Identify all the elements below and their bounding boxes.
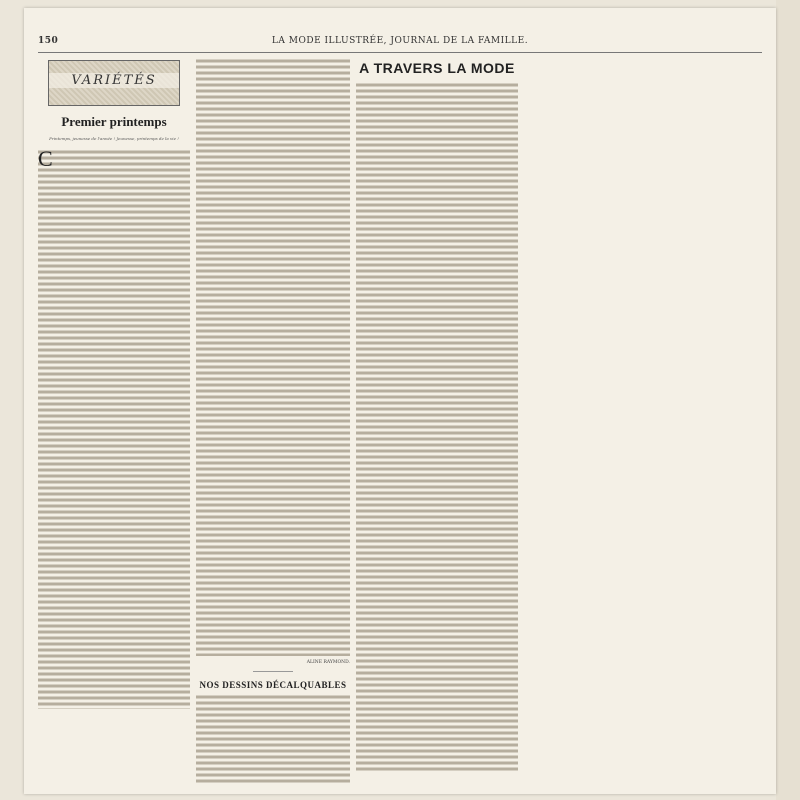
article-body-col1 [38, 146, 190, 709]
drop-cap: C [38, 146, 53, 171]
article-body-col2 [196, 58, 350, 656]
nos-dessins-title: NOS DESSINS DÉCALQUABLES [199, 680, 347, 690]
body-text-block [356, 82, 518, 772]
nos-dessins-body [196, 694, 350, 784]
varietes-banner [48, 60, 180, 106]
section-separator [253, 671, 293, 672]
header-rule [38, 52, 762, 53]
article-epigraph: Printemps, jeunesse de l'année ! Jeunesse, printemps de la vie ! [49, 136, 179, 141]
varietes-banner-label: VARIÉTÉS [49, 73, 179, 88]
a-travers-la-mode-body [356, 82, 518, 772]
body-text-block [38, 146, 190, 709]
article-signature: ALINE RAYMOND. [306, 660, 350, 665]
page-number: 150 [38, 36, 59, 46]
page-header [38, 36, 762, 50]
body-text-block [196, 694, 350, 784]
article-title: Premier printemps [61, 114, 167, 129]
body-text-block [196, 58, 350, 656]
column-3 [356, 58, 518, 788]
column-1 [38, 58, 190, 788]
journal-title: LA MODE ILLUSTRÉE, JOURNAL DE LA FAMILLE. [271, 36, 529, 46]
page-edge [776, 0, 800, 800]
a-travers-la-mode-title: A TRAVERS LA MODE [359, 60, 515, 76]
journal-page [24, 8, 776, 794]
column-2 [196, 58, 350, 788]
